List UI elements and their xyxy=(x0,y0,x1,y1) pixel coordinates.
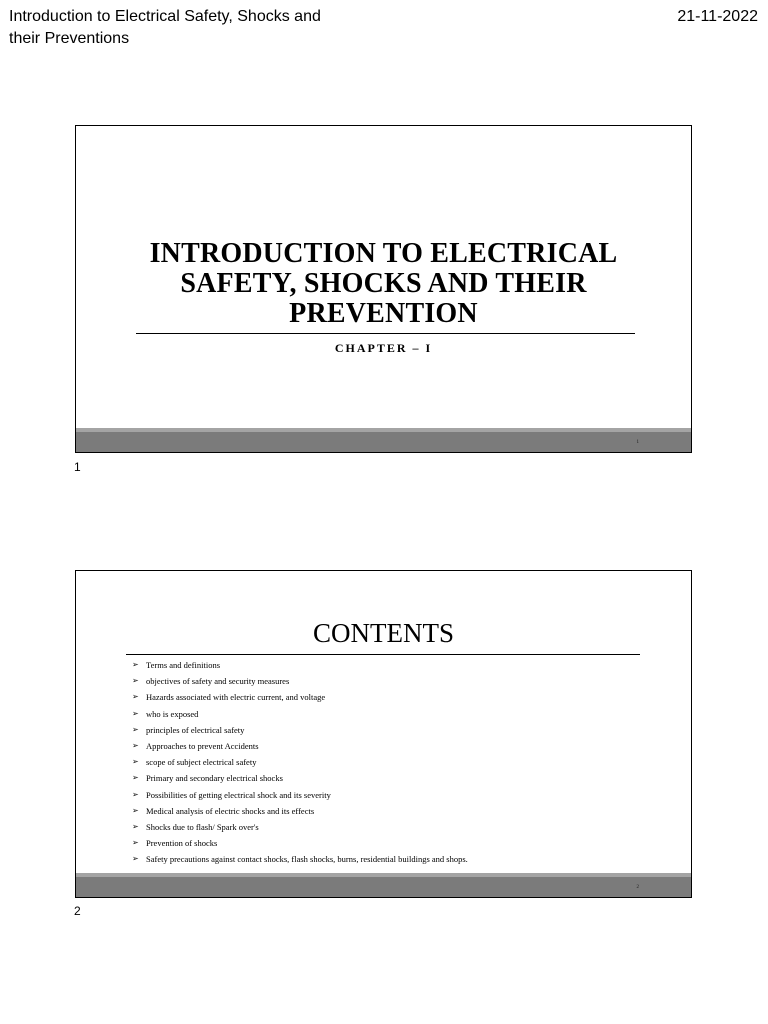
contents-list-item xyxy=(132,770,468,786)
arrowhead-bullet-icon: ➢ xyxy=(132,740,139,750)
arrowhead-bullet-icon: ➢ xyxy=(132,773,139,783)
contents-item-label: Shocks due to flash/ Spark over's xyxy=(146,821,259,832)
contents-list xyxy=(132,657,468,867)
slide-title: INTRODUCTION TO ELECTRICAL SAFETY, SHOCKS AND THEIR PREVENTION xyxy=(149,238,618,329)
contents-list-item xyxy=(132,754,468,770)
slide-number: 1 xyxy=(636,440,639,445)
arrowhead-bullet-icon: ➢ xyxy=(132,692,139,702)
document-title: Introduction to Electrical Safety, Shocks and their Preventions xyxy=(9,8,321,47)
arrowhead-bullet-icon: ➢ xyxy=(132,805,139,815)
contents-item-label: principles of electrical safety xyxy=(146,724,245,735)
contents-item-label: Approaches to prevent Accidents xyxy=(146,740,259,751)
contents-list-item xyxy=(132,657,468,673)
contents-item-label: who is exposed xyxy=(146,708,199,719)
arrowhead-bullet-icon: ➢ xyxy=(132,838,139,848)
contents-item-label: objectives of safety and security measures xyxy=(146,676,290,687)
contents-item-label: Terms and definitions xyxy=(146,660,221,670)
slide-title: CONTENTS xyxy=(313,618,454,648)
arrowhead-bullet-icon: ➢ xyxy=(132,660,139,669)
contents-list-item xyxy=(132,803,468,819)
document-date: 21-11-2022 xyxy=(677,8,758,25)
arrowhead-bullet-icon: ➢ xyxy=(132,821,139,831)
arrowhead-bullet-icon: ➢ xyxy=(132,789,139,799)
slide-number: 2 xyxy=(636,885,639,890)
contents-list-item xyxy=(132,851,468,867)
title-divider xyxy=(126,654,640,655)
arrowhead-bullet-icon: ➢ xyxy=(132,676,139,686)
contents-list-item xyxy=(132,722,468,738)
contents-item-label: Medical analysis of electric shocks and its effects xyxy=(146,805,315,816)
contents-list-item xyxy=(132,835,468,851)
contents-item-label: scope of subject electrical safety xyxy=(146,757,257,768)
arrowhead-bullet-icon: ➢ xyxy=(132,757,139,767)
arrowhead-bullet-icon: ➢ xyxy=(132,724,139,734)
slide-footer-bar xyxy=(76,873,691,897)
title-divider xyxy=(136,333,635,334)
arrowhead-bullet-icon: ➢ xyxy=(132,854,139,864)
slide-subtitle: CHAPTER – I xyxy=(334,341,433,355)
contents-list-item xyxy=(132,738,468,754)
contents-item-label: Safety precautions against contact shocks, flash shocks, burns, residential buildings and shops. xyxy=(146,854,468,865)
contents-item-label: Prevention of shocks xyxy=(146,838,218,849)
page-label: 2 xyxy=(74,904,81,918)
contents-list-item xyxy=(132,819,468,835)
slide-1 xyxy=(75,125,692,453)
page-label: 1 xyxy=(74,460,81,474)
contents-list-item xyxy=(132,706,468,722)
contents-item-label: Possibilities of getting electrical shock and its severity xyxy=(146,789,331,800)
arrowhead-bullet-icon: ➢ xyxy=(132,708,139,718)
slide-footer-bar xyxy=(76,428,691,452)
contents-list-item xyxy=(132,689,468,705)
contents-list-item xyxy=(132,787,468,803)
contents-item-label: Hazards associated with electric current, and voltage xyxy=(146,692,326,703)
contents-item-label: Primary and secondary electrical shocks xyxy=(146,773,283,784)
slide-2 xyxy=(75,570,692,898)
contents-list-item xyxy=(132,673,468,689)
